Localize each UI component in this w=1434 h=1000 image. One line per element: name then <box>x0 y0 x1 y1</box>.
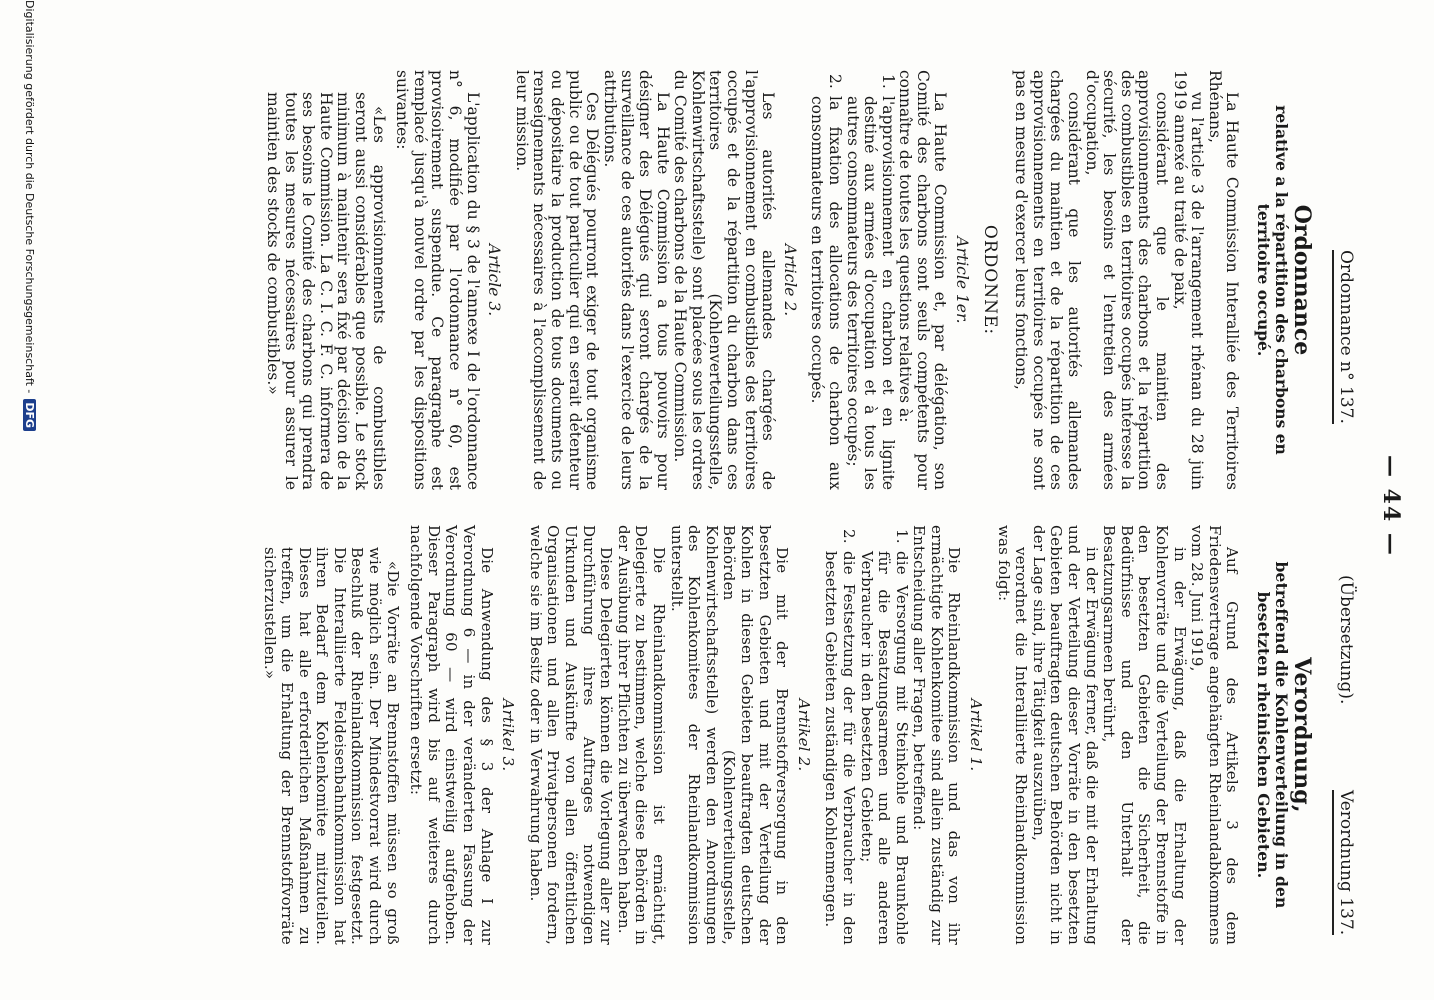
french-column <box>264 70 1314 490</box>
fr-article-1-title: Article 1er. <box>953 236 972 324</box>
fr-subtitle: relative a la répartition des charbons en territoire occupé. <box>1254 105 1292 455</box>
list-item <box>808 70 843 490</box>
fr-article-3-text: L'application du § 3 de l'annexe I de l'ordonnance n° 6, modifiée par l'ordonnance n° 60, est provisoirement suspendue. Ce paragraphe est remplacé jusqu'à nouvel ordre par les dispositions suivantes: <box>393 70 482 490</box>
de-article-3-quote-block <box>260 525 401 945</box>
de-preamble-paragraph: in der Erwägung ferner, daß die mit der Erhaltung und der Verteilung dieser Vorräte in den besetzten Gebieten beauftragten deutschen Behörden nicht in der Lage sind, ihre Tätigkeit auszuüben, <box>1029 525 1101 945</box>
header-translation-note: (Übersetzung). <box>1336 575 1356 705</box>
fr-article-2-paragraph: La Haute Commission a tous pouvoirs pour désigner des Délégués qui seront chargés de la surveillance de ces autorités dans l'exercice de leurs attributions. <box>600 70 672 490</box>
fr-preamble-paragraph: considérant que les autorités allemandes chargées du maintien et de la répartition de ces approvisionnements en territoires occupés ne sont pas en mesure d'exercer leurs fonctions, <box>1012 70 1084 490</box>
de-article-2-paragraph: Die Rheinlandkommission ist ermächtigt, Delegierte zu bestimmen, welche diese Behörden in der Ausübung ihrer Pflichten zu überwachen haben. <box>614 525 668 945</box>
fr-preamble-paragraph: considérant que le maintien des approvisionnements des charbons et la répartition des combustibles en territoires occupés intéresse la sécurité, les besoins et l'entretien des armées d'occupation, <box>1082 70 1172 490</box>
fr-article-3-quote-block <box>264 70 387 490</box>
list-item <box>857 525 910 945</box>
fr-article-3-quote: «Les approvisionnements de combustibles seront aussi considérables que possible. Le stock minimum à maintenir sera fixé par décision de la Haute Commission. La C. I. C. F. C. informera de ses besoins le Comité des charbons qui prendra toutes les mesures nécessaires pour assurer le maintien des stocks de combustibles.» <box>264 92 388 490</box>
de-article-3-text: Die Anwendung des § 3 der Anlage I zur Verordnung 6 — in der veränderten Fassung der Verordnung 60 — wird einstweilig aufgehoben. Dieser Paragraph wird bis auf weiteres durch nachfolgende Vorschriften ersetzt: <box>407 525 496 945</box>
fr-preamble-paragraph: vu l'article 3 de l'arrangement rhénan du 28 juin 1919 annexé au traité de paix, <box>1170 70 1207 490</box>
german-column <box>260 525 1314 945</box>
list-item-number: 1. <box>878 74 897 89</box>
de-article-3-quote: «Die Vorräte an Brennstoffen müssen so groß wie möglich sein. Der Mindestvorrat wird durch Beschluß der Rheinlandkommission festgesetzt. Die Interalliierte Feldeisenbahnkommission hat ihren Bedarf dem Kohlenkomitee mitzuteilen. Dieses hat alle erforderlichen Maßnahmen zu treffen, um die Erhaltung der Brennstoffvorräte sicherzustellen.» <box>260 547 402 945</box>
fr-article-2-paragraph: Les autorités allemandes chargées de l'approvisionnement en combustibles des territoires occupés et de la répartition du charbon dans ces territoires (Kohlenverteilungsstelle, Kohlenwirtschaftsstelle) sont placées sous les ordres du Comité des charbons de la Haute Commission. <box>671 70 778 490</box>
list-item-text: die Festsetzung der für die Verbraucher in den besetzten Gebieten zuständigen Kohlenmengen. <box>822 551 858 945</box>
dfg-logo: DFG <box>23 399 36 431</box>
de-article-3-title: Artikel 3. <box>499 698 518 772</box>
header-ordonnance-number: Ordonnance n° 137. <box>1332 250 1356 424</box>
de-preamble-paragraph: verordnet die Interalliierte Rheinlandkommission was folgt: <box>994 525 1031 945</box>
de-article-2-paragraph: Die mit der Brennstoffversorgung in den besetzten Gebieten und mit der Verteilung der Kohlen in diesen Gebieten beauftragten deutschen Behörden (Kohlenverteilungsstelle, Kohlenwirtschaftsstelle) werden den Anordnungen des Kohlenkomitees der Rheinlandkommission unterstellt. <box>667 525 792 945</box>
fr-article-3-title: Article 3. <box>485 243 504 317</box>
de-article-1-title: Artikel 1. <box>967 698 986 772</box>
list-item <box>822 525 857 945</box>
de-article-2-paragraph: Diese Delegierten können die Vorlegung aller zur Durchführung ihres Auftrages notwendigen Urkunden und Auskünfte von allen öffentlichen Organisationen und allen Privatpersonen fordern, welche sie im Besitz oder in Verwahrung haben. <box>526 525 616 945</box>
digitization-credit <box>23 0 36 1000</box>
fr-ordonne-heading: ORDONNE: <box>979 224 1000 336</box>
fr-preamble-paragraph: La Haute Commission Interalliée des Territoires Rhénans, <box>1205 70 1242 490</box>
list-item-number: 2. <box>825 74 844 89</box>
de-subtitle: betreffend die Kohlenverteilung in den besetzten rheinischen Gebieten. <box>1254 561 1292 909</box>
header-verordnung-number: Verordnung 137. <box>1332 790 1356 935</box>
de-article-1-list <box>822 525 910 945</box>
fr-article-1-list <box>808 70 896 490</box>
fr-article-1-text: La Haute Commission et, par délégation, son Comité des charbons sont seuls compétents pour connaître de toutes les questions relatives à: <box>896 70 950 490</box>
fr-article-2-title: Article 2. <box>780 243 799 317</box>
list-item-text: la fixation des allocations de charbon aux consommateurs en territoires occupés. <box>808 96 844 490</box>
credit-text: Digitalisierung gefördert durch die Deutsche Forschungsgemeinschaft - <box>23 0 36 394</box>
de-article-2-title: Artikel 2. <box>794 698 813 772</box>
page-number: — 44 — <box>1378 455 1404 557</box>
de-preamble-paragraph: Auf Grund des Artikels 3 des dem Friedensvertrage angehängten Rheinlandabkommens vom 28. Juni 1919, <box>1188 525 1242 945</box>
fr-title: Ordonnance <box>1289 204 1315 356</box>
list-item-text: l'approvisionnement en charbon et en lignite destiné aux armées d'occupation et à tous les autres consommateurs des territoires occupés; <box>843 96 897 490</box>
list-item-number: 2. <box>839 529 858 544</box>
de-title: Verordnung, <box>1289 657 1315 813</box>
list-item <box>843 70 896 490</box>
de-preamble-paragraph: in der Erwägung, daß die Erhaltung der Kohlenvorräte und die Verteilung der Brennstoffe in den besetzten Gebieten die Sicherheit, die Bedürfnisse und den Unterhalt der Besatzungsarmeen berührt, <box>1100 525 1189 945</box>
list-item-number: 1. <box>892 529 911 544</box>
fr-article-2-paragraph: Ces Délégués pourront exiger de tout organisme public ou de tout particulier qui en serait détenteur ou dépositaire la production de tous documents ou renseignements nécessaires à l'accomplissement de leur mission. <box>512 70 602 490</box>
list-item-text: die Versorgung mit Steinkohle und Braunkohle für die Besatzungsarmeen und alle anderen Verbraucher in den besetzten Gebieten; <box>857 551 911 945</box>
de-article-1-text: Die Rheinlandkommission und das von ihr ermächtigte Kohlenkomitee sind allein zuständig zur Entscheidung aller Fragen, betreffend: <box>910 525 964 945</box>
